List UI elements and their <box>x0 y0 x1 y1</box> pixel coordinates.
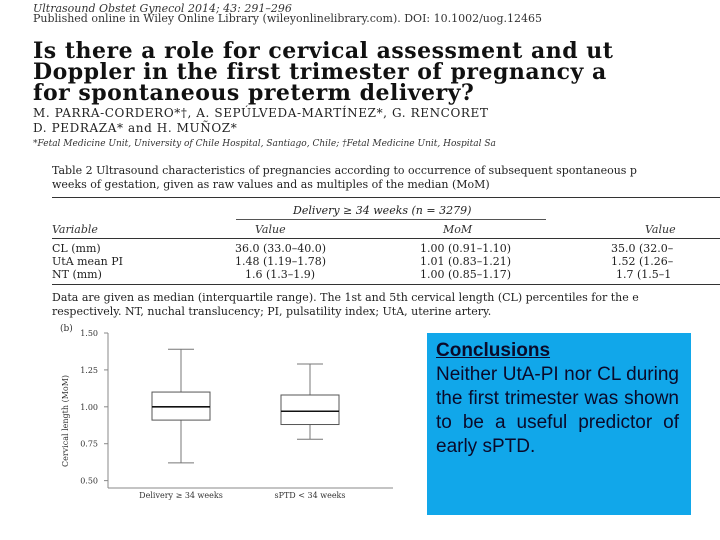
table-row-nt-variable: NT (mm) <box>52 268 102 281</box>
table-row-cl-value-2: 35.0 (32.0– <box>611 242 674 255</box>
paper-title-line-2: Doppler in the first trimester of pregnancy a <box>33 59 607 85</box>
x-label-sptd: sPTD < 34 weeks <box>274 491 346 500</box>
y-tick-label: 1.00 <box>80 402 98 412</box>
table-row-cl-value: 36.0 (33.0–40.0) <box>235 242 327 255</box>
table-bottom-rule <box>52 284 720 285</box>
y-tick-label: 0.50 <box>80 476 98 486</box>
table-group-header: Delivery ≥ 34 weeks (n = 3279) <box>293 204 472 217</box>
table-header-rule <box>52 238 720 239</box>
panel-label: (b) <box>60 324 73 334</box>
publication-line: Published online in Wiley Online Library (wileyonlinelibrary.com). DOI: 10.1002/uog.12465 <box>33 12 543 25</box>
affiliation: *Fetal Medicine Unit, University of Chile Hospital, Santiago, Chile; †Fetal Medicine Unit, Hospital Sa <box>33 139 496 149</box>
col-header-value: Value <box>255 223 286 236</box>
x-label-delivery: Delivery ≥ 34 weeks <box>139 491 223 500</box>
table-footnote-line-2: respectively. NT, nuchal translucency; PI, pulsatility index; UtA, uterine artery. <box>52 305 492 318</box>
y-tick-label: 1.25 <box>80 365 98 375</box>
box-iqr <box>281 395 339 425</box>
table-row-nt-mom: 1.00 (0.85–1.17) <box>420 268 512 281</box>
table-row-uta-value-2: 1.52 (1.26– <box>611 255 674 268</box>
table-caption-line-2: weeks of gestation, given as raw values and as multiples of the median (MoM) <box>52 178 490 191</box>
col-header-value-2: Value <box>645 223 676 236</box>
table-caption-line-1: Table 2 Ultrasound characteristics of pregnancies according to occurrence of subsequent spontaneous p <box>52 164 637 177</box>
paper-title-line-1: Is there a role for cervical assessment and ut <box>33 38 614 64</box>
conclusions-text: Neither UtA-PI nor CL during the first trimester was shown to be a useful predictor of early sPTD. <box>436 364 679 457</box>
group-header-rule <box>236 219 546 220</box>
table-top-rule <box>52 197 720 198</box>
y-ticks <box>80 329 108 486</box>
table-footnote-line-1: Data are given as median (interquartile range). The 1st and 5th cervical length (CL) percentiles for the e <box>52 291 639 304</box>
cervical-length-boxplot <box>58 318 408 503</box>
paper-title-line-3: for spontaneous preterm delivery? <box>33 80 475 106</box>
authors-line-1: M. PARRA-CORDERO*†, A. SEPÚLVEDA-MARTÍNEZ*, G. RENCORET <box>33 106 489 120</box>
boxes <box>152 349 339 463</box>
col-header-variable: Variable <box>52 223 98 236</box>
table-row-cl-mom: 1.00 (0.91–1.10) <box>420 242 512 255</box>
table-row-uta-mom: 1.01 (0.83–1.21) <box>420 255 512 268</box>
table-row-uta-value: 1.48 (1.19–1.78) <box>235 255 327 268</box>
table-row-uta-variable: UtA mean PI <box>52 255 123 268</box>
table-row-cl-variable: CL (mm) <box>52 242 101 255</box>
y-axis-label: Cervical length (MoM) <box>61 374 70 468</box>
conclusions-title: Conclusions <box>436 340 551 361</box>
journal-citation: Ultrasound Obstet Gynecol 2014; 43: 291–296 <box>33 2 292 15</box>
authors-line-2: D. PEDRAZA* and H. MUÑOZ* <box>33 121 238 135</box>
col-header-mom: MoM <box>443 223 473 236</box>
y-tick-label: 0.75 <box>80 439 98 449</box>
table-row-nt-value-2: 1.7 (1.5–1 <box>616 268 672 281</box>
conclusions-box <box>427 333 691 515</box>
table-row-nt-value: 1.6 (1.3–1.9) <box>245 268 316 281</box>
y-tick-label: 1.50 <box>80 329 98 338</box>
